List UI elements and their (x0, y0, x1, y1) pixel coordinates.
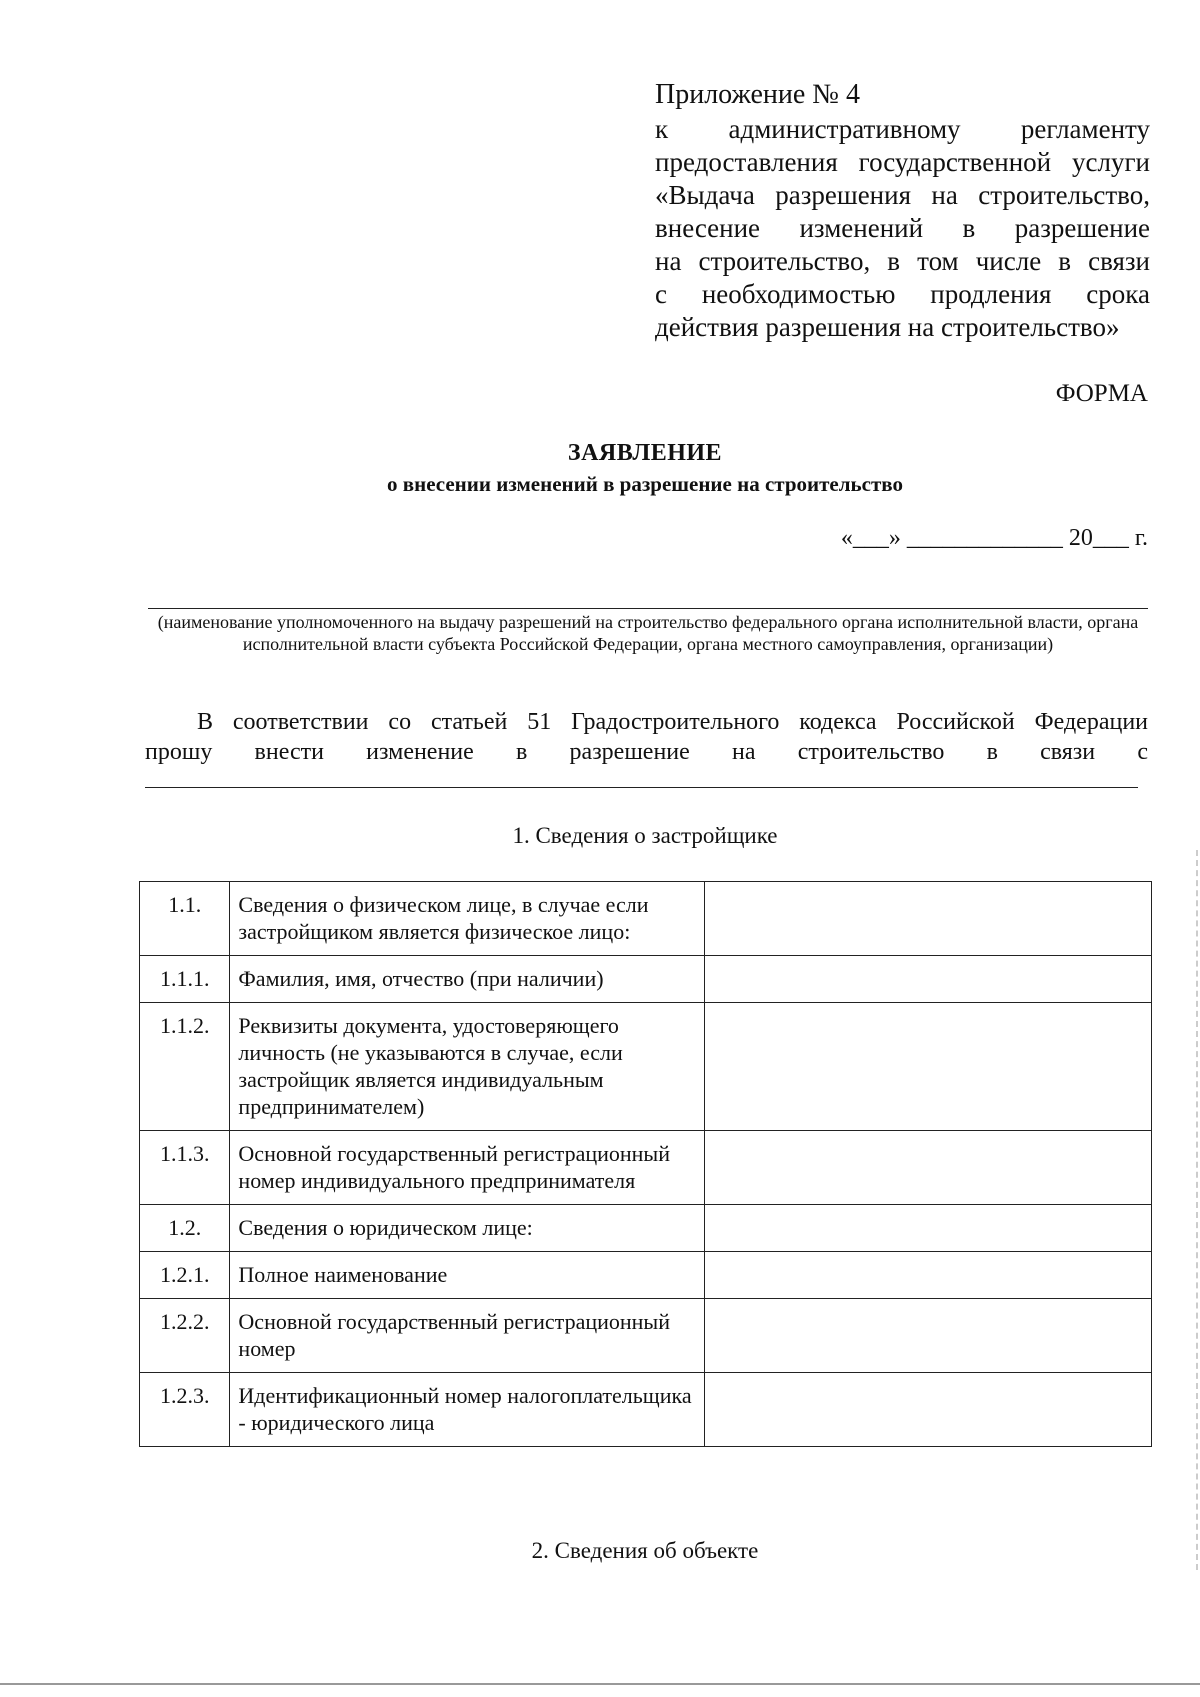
row-number: 1.1.3. (140, 1131, 230, 1205)
form-label: ФОРМА (1055, 380, 1148, 407)
request-line-2: прошу внести изменение в разрешение на строительство в связи с (145, 739, 1148, 765)
appendix-header (655, 78, 1150, 344)
request-paragraph (145, 707, 1148, 767)
appendix-line: на строительство, в том числе в связи (655, 246, 1150, 276)
table-row (140, 1205, 1152, 1252)
row-number: 1.1.2. (140, 1003, 230, 1131)
table-row (140, 882, 1152, 956)
row-value-field[interactable] (705, 1131, 1152, 1205)
row-value-field[interactable] (705, 1252, 1152, 1299)
org-name-caption: (наименование уполномоченного на выдачу разрешений на строительство федерального органа исполнительной власти, органа исполнительной власти субъекта Российской Федерации, органа местного самоуправления, организации) (157, 612, 1139, 654)
scan-edge (1196, 850, 1200, 1570)
row-label: Сведения о физическом лице, в случае если застройщиком является физическое лицо: (230, 882, 705, 956)
table-row (140, 1003, 1152, 1131)
row-label: Основной государственный регистрационный номер индивидуального предпринимателя (230, 1131, 705, 1205)
row-value-field[interactable] (705, 1299, 1152, 1373)
table-row (140, 1373, 1152, 1447)
section-2-title: 2. Сведения об объекте (531, 1538, 759, 1563)
table-row (140, 1131, 1152, 1205)
developer-info-table-body (140, 882, 1152, 1447)
row-value-field[interactable] (705, 1205, 1152, 1252)
row-value-field[interactable] (705, 1373, 1152, 1447)
document-title: ЗАЯВЛЕНИЕ (567, 440, 723, 466)
row-number: 1.2. (140, 1205, 230, 1252)
row-number: 1.1.1. (140, 956, 230, 1003)
appendix-line: действия разрешения на строительство» (655, 312, 1120, 342)
row-label: Сведения о юридическом лице: (230, 1205, 705, 1252)
table-row (140, 1252, 1152, 1299)
org-name-underline[interactable] (148, 608, 1148, 609)
appendix-line: «Выдача разрешения на строительство, (655, 180, 1150, 210)
row-label: Основной государственный регистрационный номер (230, 1299, 705, 1373)
row-label: Фамилия, имя, отчество (при наличии) (230, 956, 705, 1003)
row-value-field[interactable] (705, 956, 1152, 1003)
date-line[interactable]: «___» _____________ 20___ г. (840, 525, 1148, 551)
row-label: Полное наименование (230, 1252, 705, 1299)
row-label: Идентификационный номер налогоплательщика - юридического лица (230, 1373, 705, 1447)
reason-underline[interactable] (145, 787, 1138, 788)
request-line-1: В соответствии со статьей 51 Градостроительного кодекса Российской Федерации (197, 709, 1148, 735)
row-number: 1.1. (140, 882, 230, 956)
section-1-title: 1. Сведения о застройщике (512, 823, 778, 848)
row-value-field[interactable] (705, 882, 1152, 956)
developer-info-table (139, 881, 1152, 1447)
appendix-line: предоставления государственной услуги (655, 147, 1150, 177)
table-row (140, 1299, 1152, 1373)
appendix-number: Приложение № 4 (655, 79, 860, 110)
appendix-line: с необходимостью продления срока (655, 279, 1150, 309)
row-value-field[interactable] (705, 1003, 1152, 1131)
row-number: 1.2.3. (140, 1373, 230, 1447)
scan-bottom-line (0, 1683, 1200, 1685)
row-number: 1.2.1. (140, 1252, 230, 1299)
row-label: Реквизиты документа, удостоверяющего личность (не указываются в случае, если застройщик является индивидуальным предпринимателем) (230, 1003, 705, 1131)
appendix-line: к административному регламенту (655, 114, 1150, 144)
document-subtitle: о внесении изменений в разрешение на строительство (387, 472, 903, 496)
row-number: 1.2.2. (140, 1299, 230, 1373)
appendix-line: внесение изменений в разрешение (655, 213, 1150, 243)
table-row (140, 956, 1152, 1003)
